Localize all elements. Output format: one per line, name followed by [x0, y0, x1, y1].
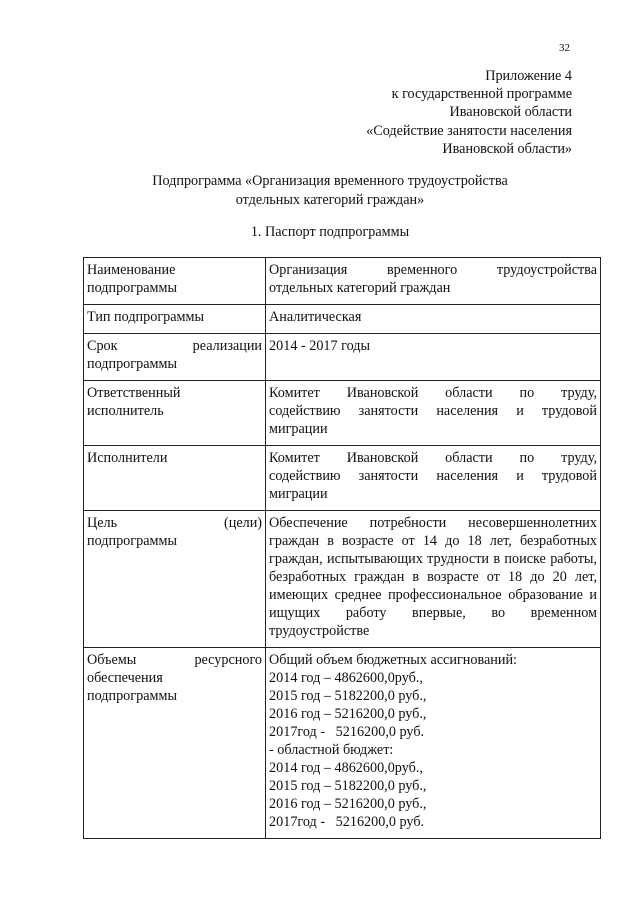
table-cell-label [84, 334, 266, 381]
label-text: Цель (цели) [87, 515, 263, 531]
subprogram-title-line: Подпрограмма «Организация временного трудоустройства [152, 173, 508, 189]
funding-line: 2017год - 5216200,0 руб. [269, 724, 425, 740]
label-text: Тип подпрограммы [87, 309, 205, 325]
appendix-header [272, 67, 572, 158]
value-text: Аналитическая [269, 309, 362, 325]
table-row [84, 511, 601, 648]
table-cell-value [266, 334, 601, 381]
funding-line: 2016 год – 5216200,0 руб., [269, 706, 427, 722]
table-cell-label [84, 648, 266, 839]
value-text: миграции [269, 486, 328, 502]
table-cell-label [84, 305, 266, 334]
funding-line: - областной бюджет: [269, 742, 394, 758]
table-cell-label [84, 511, 266, 648]
funding-line: Общий объем бюджетных ассигнований: [269, 652, 517, 668]
label-text: Срок реализации [87, 338, 263, 354]
table-row [84, 334, 601, 381]
table-cell-value [266, 648, 601, 839]
funding-line: 2014 год – 4862600,0руб., [269, 760, 423, 776]
appendix-line: Ивановской области» [442, 140, 572, 157]
table-row [84, 648, 601, 839]
appendix-line: Ивановской области [449, 104, 572, 121]
table-row [84, 381, 601, 446]
funding-line: 2015 год – 5182200,0 руб., [269, 688, 427, 704]
value-text: миграции [269, 421, 328, 437]
funding-line: 2016 год – 5216200,0 руб., [269, 796, 427, 812]
value-text: Обеспечение потребности несовершеннолетних граждан в возрасте от 14 до 18 лет, безработных граждан, испытывающих трудности в поиске работы, безработных граждан в возрасте от 18 до 20 лет, имеющих среднее профессиональное образование и ищущих работу впервые, во временном трудоустройстве [269, 515, 597, 639]
page-number: 32 [559, 42, 570, 54]
value-text: содействию занятости населения и трудовой [269, 403, 597, 419]
value-text: 2014 - 2017 годы [269, 338, 371, 354]
label-text: подпрограммы [87, 356, 177, 372]
funding-line: 2017год - 5216200,0 руб. [269, 814, 425, 830]
table-row [84, 446, 601, 511]
passport-table [83, 257, 601, 839]
appendix-line: к государственной программе [391, 86, 572, 103]
value-text: содействию занятости населения и трудовой [269, 468, 597, 484]
table-cell-label [84, 258, 266, 305]
label-text: подпрограммы [87, 280, 177, 296]
table-cell-value [266, 446, 601, 511]
table-row [84, 258, 601, 305]
label-text: Наименование [87, 262, 176, 278]
value-text: Организация временного трудоустройства [269, 262, 597, 278]
label-text: подпрограммы [87, 688, 177, 704]
table-cell-value [266, 258, 601, 305]
subprogram-title [80, 172, 580, 209]
appendix-line: Приложение 4 [485, 68, 572, 84]
value-text: Комитет Ивановской области по труду, [269, 385, 597, 401]
table-cell-label [84, 446, 266, 511]
subprogram-title-line: отдельных категорий граждан» [235, 191, 425, 208]
value-text: отдельных категорий граждан [269, 280, 451, 296]
label-text: Объемы ресурсного [87, 652, 263, 668]
table-cell-value [266, 305, 601, 334]
funding-line: 2015 год – 5182200,0 руб., [269, 778, 427, 794]
value-text: Комитет Ивановской области по труду, [269, 450, 597, 466]
label-text: Ответственный [87, 385, 181, 401]
funding-line: 2014 год – 4862600,0руб., [269, 670, 423, 686]
appendix-line: «Содействие занятости населения [366, 122, 572, 139]
label-text: подпрограммы [87, 533, 177, 549]
table-cell-value [266, 381, 601, 446]
label-text: исполнитель [87, 403, 164, 419]
label-text: обеспечения [87, 670, 163, 686]
section-title: 1. Паспорт подпрограммы [250, 224, 410, 240]
table-cell-value [266, 511, 601, 648]
label-text: Исполнители [87, 450, 168, 466]
table-cell-label [84, 381, 266, 446]
table-row [84, 305, 601, 334]
